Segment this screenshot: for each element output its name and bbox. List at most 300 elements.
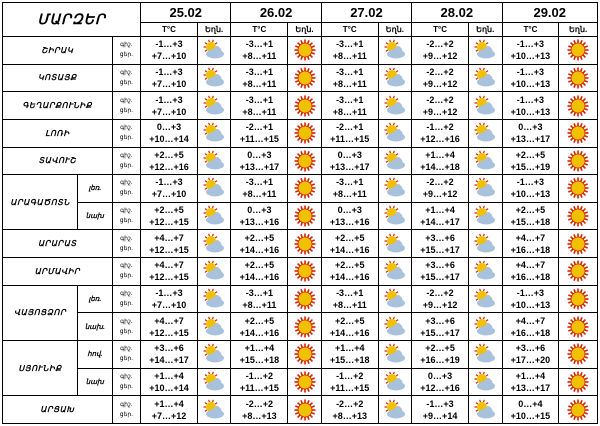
temperature-cell <box>412 175 469 203</box>
night-temp: 0…+3 <box>247 205 272 216</box>
weather-cell <box>559 37 598 65</box>
partly-cloudy-icon <box>469 122 502 144</box>
partly-cloudy-icon <box>379 122 412 144</box>
temperature-header: T°C <box>321 23 378 37</box>
partly-cloudy-icon <box>198 260 231 282</box>
night-temp: +1…+4 <box>244 343 275 354</box>
day-label: ցեր. <box>119 107 133 114</box>
temperature-cell <box>141 313 198 341</box>
weather-cell <box>288 119 322 147</box>
night-label: գիշ. <box>120 318 133 325</box>
period-labels <box>112 230 140 258</box>
period-labels <box>112 258 140 286</box>
night-temp: +2…+5 <box>244 260 275 271</box>
day-temp: +9…+12 <box>422 189 458 200</box>
temperature-header: T°C <box>412 23 469 37</box>
period-labels <box>112 396 140 424</box>
partly-cloudy-icon <box>379 177 412 199</box>
partly-cloudy-icon <box>379 316 412 338</box>
weather-cell <box>197 340 231 368</box>
temperature-cell <box>321 119 378 147</box>
night-temp: -1…+3 <box>155 39 183 50</box>
night-temp: -3…+1 <box>245 177 273 188</box>
night-temp: -1…+2 <box>336 370 364 381</box>
weather-cell <box>378 285 412 313</box>
temperature-cell <box>502 340 559 368</box>
weather-cell <box>559 64 598 92</box>
partly-cloudy-icon <box>198 39 231 61</box>
weather-cell <box>197 258 231 286</box>
night-temp: +1…+4 <box>334 343 365 354</box>
sun-icon <box>288 95 321 117</box>
sun-icon <box>288 233 321 255</box>
temperature-cell <box>321 147 378 175</box>
night-temp: -1…+3 <box>516 39 545 50</box>
night-temp: -1…+3 <box>516 177 545 188</box>
temperature-cell <box>231 230 288 258</box>
day-temp: +13…+16 <box>239 217 280 228</box>
weather-cell <box>288 202 322 230</box>
weather-cell <box>197 230 231 258</box>
temperature-cell <box>141 37 198 65</box>
temperature-cell <box>141 396 198 424</box>
sun-icon <box>559 39 597 61</box>
day-label: ցեր. <box>119 218 133 225</box>
weather-cell <box>197 147 231 175</box>
night-label: գիշ. <box>120 263 133 270</box>
weather-cell <box>559 119 598 147</box>
day-temp: +15…+18 <box>239 355 280 366</box>
temperature-cell <box>412 92 469 120</box>
day-temp: +14…+18 <box>420 161 460 172</box>
day-temp: +13…+17 <box>239 161 280 172</box>
night-label: գիշ. <box>120 152 133 159</box>
night-temp: -2…+2 <box>426 177 454 188</box>
day-temp: +8…+11 <box>332 51 367 62</box>
temperature-cell <box>231 396 288 424</box>
partly-cloudy-icon <box>198 343 231 365</box>
sun-icon <box>559 260 597 282</box>
temperature-header: T°C <box>141 23 198 37</box>
day-temp: +9…+12 <box>422 299 458 310</box>
region-name: ՇԻՐԱԿ <box>3 37 113 65</box>
temperature-cell <box>231 64 288 92</box>
weather-cell <box>559 92 598 120</box>
temperature-cell <box>321 368 378 396</box>
sun-icon <box>288 316 321 338</box>
night-temp: +4…+7 <box>515 232 546 243</box>
night-label: գիշ. <box>120 97 133 104</box>
weather-cell <box>468 313 502 341</box>
weather-cell <box>378 313 412 341</box>
night-temp: -3…+1 <box>336 94 364 105</box>
sub-zone-label: լեռ. <box>78 175 113 203</box>
day-temp: +11…+15 <box>330 134 370 145</box>
weather-cell <box>559 258 598 286</box>
temperature-cell <box>502 92 559 120</box>
sun-icon <box>559 233 597 255</box>
night-temp: -3…+1 <box>336 177 364 188</box>
night-temp: +2…+5 <box>334 232 365 243</box>
night-temp: -1…+2 <box>245 370 273 381</box>
weather-header: Եղն. <box>378 23 412 37</box>
period-labels <box>112 175 140 203</box>
day-label: ցեր. <box>119 328 133 335</box>
night-temp: +3…+6 <box>425 260 455 271</box>
day-label: ցեր. <box>119 245 133 252</box>
region-row <box>3 175 598 203</box>
partly-cloudy-icon <box>198 67 231 89</box>
weather-cell <box>197 37 231 65</box>
day-temp: +12…+16 <box>149 161 189 172</box>
region-row <box>3 313 598 341</box>
night-temp: +2…+5 <box>515 205 546 216</box>
night-temp: 0…+4 <box>518 398 543 409</box>
day-temp: +8…+11 <box>242 78 277 89</box>
night-temp: 0…+3 <box>518 122 543 133</box>
weather-cell <box>288 37 322 65</box>
day-temp: +8…+11 <box>242 51 277 62</box>
night-temp: -2…+1 <box>336 122 364 133</box>
period-labels <box>112 368 140 396</box>
day-temp: +10…+14 <box>149 382 189 393</box>
day-temp: +8…+11 <box>242 189 277 200</box>
partly-cloudy-icon <box>469 316 502 338</box>
sun-icon <box>288 343 321 365</box>
temperature-cell <box>412 230 469 258</box>
temperature-cell <box>502 64 559 92</box>
weather-cell <box>378 92 412 120</box>
sun-icon <box>559 122 597 144</box>
night-label: գիշ. <box>120 125 133 132</box>
weather-cell <box>468 37 502 65</box>
temperature-cell <box>502 147 559 175</box>
partly-cloudy-icon <box>469 260 502 282</box>
partly-cloudy-icon <box>379 399 412 421</box>
temperature-cell <box>502 175 559 203</box>
region-row <box>3 285 598 313</box>
weather-cell <box>378 119 412 147</box>
weather-cell <box>288 175 322 203</box>
weather-cell <box>559 313 598 341</box>
temperature-cell <box>141 340 198 368</box>
sun-icon <box>288 122 321 144</box>
day-temp: +8…+11 <box>242 106 277 117</box>
temperature-cell <box>412 258 469 286</box>
day-temp: +10…+13 <box>510 78 551 89</box>
temperature-cell <box>502 37 559 65</box>
night-temp: 0…+3 <box>337 205 362 216</box>
temperature-cell <box>321 285 378 313</box>
weather-cell <box>559 396 598 424</box>
night-label: գիշ. <box>120 401 133 408</box>
date-header: 28.02 <box>412 3 502 23</box>
weather-cell <box>468 202 502 230</box>
weather-cell <box>468 175 502 203</box>
weather-cell <box>378 396 412 424</box>
day-temp: +15…+18 <box>510 217 551 228</box>
night-temp: +3…+6 <box>425 315 455 326</box>
night-temp: +4…+7 <box>154 315 184 326</box>
partly-cloudy-icon <box>469 67 502 89</box>
day-temp: +16…+19 <box>420 355 460 366</box>
date-header: 26.02 <box>231 3 321 23</box>
night-temp: +1…+4 <box>515 370 546 381</box>
sun-icon <box>559 343 597 365</box>
temperature-cell <box>412 340 469 368</box>
day-temp: +14…+16 <box>329 327 370 338</box>
temperature-cell <box>321 340 378 368</box>
day-label: ցեր. <box>119 190 133 197</box>
temperature-cell <box>231 175 288 203</box>
partly-cloudy-icon <box>469 95 502 117</box>
temperature-header: T°C <box>231 23 288 37</box>
header-date-row <box>3 3 598 23</box>
partly-cloudy-icon <box>198 150 231 172</box>
temperature-cell <box>502 230 559 258</box>
temperature-cell <box>141 92 198 120</box>
day-label: ցեր. <box>119 135 133 142</box>
weather-cell <box>378 175 412 203</box>
night-temp: -1…+2 <box>426 122 454 133</box>
day-temp: +16…+18 <box>510 244 551 255</box>
weather-cell <box>468 64 502 92</box>
day-temp: +10…+13 <box>510 299 551 310</box>
period-labels <box>112 340 140 368</box>
weather-cell <box>288 258 322 286</box>
region-name: ՏԱՎՈՒՇ <box>3 147 113 175</box>
day-temp: +12…+16 <box>420 382 460 393</box>
night-label: գիշ. <box>120 208 133 215</box>
day-temp: +9…+12 <box>422 106 458 117</box>
night-temp: +2…+5 <box>334 260 365 271</box>
temperature-cell <box>412 285 469 313</box>
night-temp: -2…+2 <box>426 39 454 50</box>
night-temp: +1…+4 <box>425 205 455 216</box>
temperature-cell <box>321 230 378 258</box>
day-temp: +12…+15 <box>149 217 189 228</box>
night-temp: +1…+4 <box>154 370 184 381</box>
partly-cloudy-icon <box>198 177 231 199</box>
partly-cloudy-icon <box>379 288 412 310</box>
day-temp: +15…+17 <box>420 327 460 338</box>
partly-cloudy-icon <box>469 233 502 255</box>
temperature-cell <box>321 313 378 341</box>
sun-icon <box>559 95 597 117</box>
weather-cell <box>197 202 231 230</box>
partly-cloudy-icon <box>198 233 231 255</box>
day-temp: +13…+17 <box>329 161 370 172</box>
day-temp: +10…+14 <box>149 134 189 145</box>
night-temp: +2…+5 <box>244 315 275 326</box>
temperature-cell <box>502 368 559 396</box>
weather-cell <box>197 92 231 120</box>
day-temp: +9…+14 <box>422 410 458 421</box>
day-temp: +12…+16 <box>420 134 460 145</box>
day-temp: +7…+10 <box>151 78 187 89</box>
temperature-cell <box>141 368 198 396</box>
partly-cloudy-icon <box>379 343 412 365</box>
region-name: ՎԱՅՈՑՁՈՐ <box>3 285 78 340</box>
partly-cloudy-icon <box>469 150 502 172</box>
weather-cell <box>468 147 502 175</box>
sun-icon <box>559 316 597 338</box>
night-label: գիշ. <box>120 290 133 297</box>
day-temp: +11…+15 <box>239 382 279 393</box>
weather-cell <box>378 64 412 92</box>
weather-cell <box>559 285 598 313</box>
night-temp: +3…+6 <box>515 343 546 354</box>
date-header: 25.02 <box>141 3 231 23</box>
temperature-cell <box>231 119 288 147</box>
period-labels <box>112 313 140 341</box>
night-temp: 0…+3 <box>247 149 272 160</box>
day-temp: +7…+10 <box>151 51 187 62</box>
night-temp: +1…+4 <box>154 398 184 409</box>
night-label: գիշ. <box>120 235 133 242</box>
temperature-cell <box>141 202 198 230</box>
night-temp: +4…+7 <box>515 260 546 271</box>
temperature-cell <box>502 285 559 313</box>
day-temp: +7…+10 <box>151 299 187 310</box>
weather-cell <box>197 64 231 92</box>
day-temp: +15…+18 <box>329 355 370 366</box>
day-temp: +14…+16 <box>239 272 280 283</box>
day-temp: +9…+12 <box>422 51 458 62</box>
night-temp: 0…+3 <box>337 149 362 160</box>
day-temp: +12…+15 <box>149 244 189 255</box>
temperature-cell <box>412 368 469 396</box>
sub-zone-label: նախ <box>78 202 113 230</box>
day-temp: +16…+18 <box>510 272 551 283</box>
sun-icon <box>288 260 321 282</box>
night-temp: +3…+6 <box>154 343 184 354</box>
day-label: ցեր. <box>119 273 133 280</box>
temperature-cell <box>502 396 559 424</box>
weather-cell <box>378 230 412 258</box>
weather-cell <box>468 119 502 147</box>
night-label: գիշ. <box>120 42 133 49</box>
day-temp: +17…+20 <box>510 355 551 366</box>
night-label: գիշ. <box>120 69 133 76</box>
sun-icon <box>288 67 321 89</box>
night-temp: -2…+2 <box>336 398 364 409</box>
sun-icon <box>288 150 321 172</box>
sun-icon <box>288 39 321 61</box>
partly-cloudy-icon <box>379 233 412 255</box>
day-label: ցեր. <box>119 162 133 169</box>
weather-cell <box>288 340 322 368</box>
region-name: ԱՐԱՐԱՏ <box>3 230 113 258</box>
night-temp: +2…+5 <box>334 315 365 326</box>
day-temp: +16…+18 <box>510 327 551 338</box>
weather-cell <box>288 92 322 120</box>
night-temp: -2…+2 <box>245 398 273 409</box>
day-temp: +14…+17 <box>420 217 460 228</box>
weather-cell <box>197 368 231 396</box>
weather-cell <box>378 368 412 396</box>
weather-cell <box>197 119 231 147</box>
temperature-cell <box>321 202 378 230</box>
temperature-cell <box>321 175 378 203</box>
day-temp: +10…+13 <box>510 106 551 117</box>
temperature-cell <box>502 119 559 147</box>
region-row <box>3 202 598 230</box>
regions-header: ՄԱՐԶԵՐ <box>3 3 141 37</box>
sun-icon <box>288 205 321 227</box>
partly-cloudy-icon <box>379 95 412 117</box>
region-row <box>3 37 598 65</box>
temperature-cell <box>321 396 378 424</box>
sun-icon <box>559 177 597 199</box>
region-row <box>3 258 598 286</box>
weather-cell <box>559 175 598 203</box>
region-row <box>3 340 598 368</box>
night-temp: +3…+6 <box>425 232 455 243</box>
day-temp: +14…+16 <box>239 244 280 255</box>
night-temp: -1…+3 <box>155 177 183 188</box>
night-temp: -3…+1 <box>245 287 273 298</box>
region-name: ԿՈՏԱՅՔ <box>3 64 113 92</box>
partly-cloudy-icon <box>379 260 412 282</box>
partly-cloudy-icon <box>198 316 231 338</box>
day-temp: +13…+16 <box>329 217 370 228</box>
day-temp: +10…+13 <box>510 189 551 200</box>
period-labels <box>112 37 140 65</box>
weather-cell <box>468 396 502 424</box>
night-temp: +2…+5 <box>154 149 184 160</box>
night-temp: +4…+7 <box>154 260 184 271</box>
temperature-cell <box>502 313 559 341</box>
day-temp: +8…+13 <box>332 410 367 421</box>
region-name: ԱՐՑԱԽ <box>3 396 113 424</box>
night-label: գիշ. <box>120 346 133 353</box>
weather-cell <box>288 230 322 258</box>
night-temp: -3…+1 <box>245 94 273 105</box>
date-header: 27.02 <box>321 3 411 23</box>
weather-cell <box>559 230 598 258</box>
temperature-cell <box>141 119 198 147</box>
partly-cloudy-icon <box>198 399 231 421</box>
day-temp: +14…+17 <box>149 355 189 366</box>
sun-icon <box>559 288 597 310</box>
day-temp: +7…+10 <box>151 189 187 200</box>
temperature-cell <box>412 119 469 147</box>
sun-icon <box>288 371 321 393</box>
temperature-cell <box>412 313 469 341</box>
region-row <box>3 64 598 92</box>
night-temp: -3…+1 <box>336 287 364 298</box>
region-name: ՍՅՈՒՆԻՔ <box>3 340 78 395</box>
temperature-header: T°C <box>502 23 559 37</box>
weather-header: Եղն. <box>468 23 502 37</box>
period-labels <box>112 119 140 147</box>
day-temp: +8…+13 <box>242 410 277 421</box>
partly-cloudy-icon <box>379 39 412 61</box>
weather-cell <box>288 147 322 175</box>
day-label: ցեր. <box>119 79 133 86</box>
weather-cell <box>378 147 412 175</box>
date-header: 29.02 <box>502 3 598 23</box>
sub-zone-label: հով. <box>78 340 113 368</box>
weather-cell <box>378 202 412 230</box>
day-temp: +12…+15 <box>149 327 189 338</box>
day-temp: +7…+12 <box>151 410 187 421</box>
night-temp: -1…+3 <box>426 398 454 409</box>
day-temp: +15…+17 <box>420 244 460 255</box>
temperature-cell <box>231 285 288 313</box>
night-temp: 0…+3 <box>156 122 182 133</box>
